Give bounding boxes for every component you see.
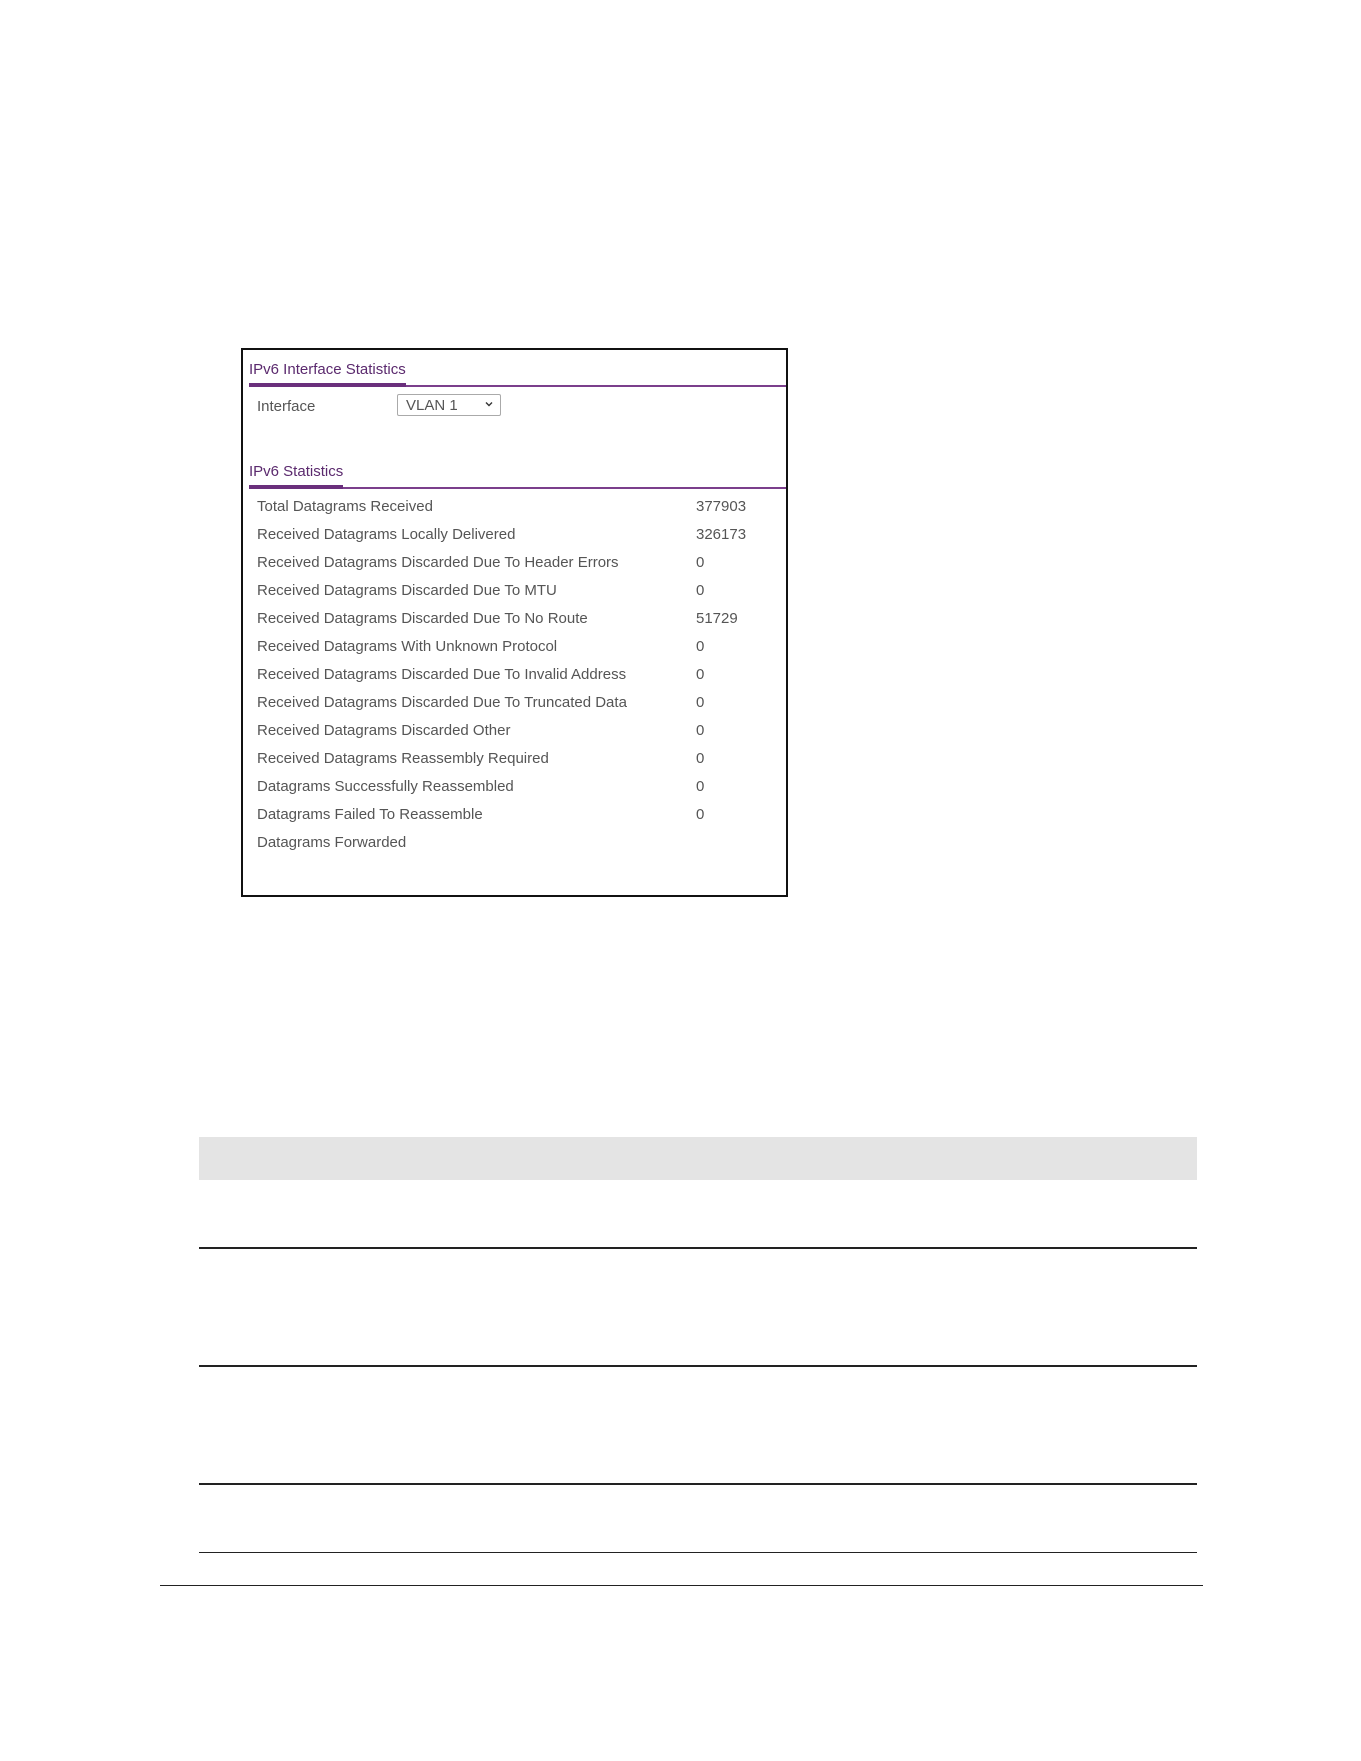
footer-divider: [160, 1585, 1203, 1586]
statistics-section-title: IPv6 Statistics: [249, 461, 343, 489]
stat-row: [257, 606, 777, 634]
stat-label: Received Datagrams Discarded Due To Truncated Data: [257, 694, 627, 711]
stat-value: 377903: [696, 498, 747, 515]
stat-label: Received Datagrams Discarded Due To Invalid Address: [257, 666, 627, 683]
stat-row: [257, 522, 777, 550]
stat-label: Received Datagrams Locally Delivered: [257, 526, 516, 543]
stat-row: [257, 550, 777, 578]
stat-row: [257, 802, 777, 830]
stat-row: [257, 718, 777, 746]
table-header: [199, 1137, 1197, 1180]
stat-label: Received Datagrams With Unknown Protocol: [257, 638, 558, 655]
stat-row: [257, 690, 777, 718]
interface-label: Interface: [257, 398, 316, 415]
stat-label: Datagrams Successfully Reassembled: [257, 778, 514, 795]
stat-row: [257, 494, 777, 522]
stat-label: Received Datagrams Reassembly Required: [257, 750, 549, 767]
stat-label: Received Datagrams Discarded Due To MTU: [257, 582, 557, 599]
field-description-table: [199, 1137, 1197, 1553]
table-row: [199, 1180, 1197, 1249]
stat-value: 51729: [696, 610, 738, 627]
table-row: [199, 1367, 1197, 1485]
stat-row: [257, 662, 777, 690]
stat-value: 0: [696, 554, 705, 571]
table-row: [199, 1249, 1197, 1367]
stat-value: 0: [696, 778, 705, 795]
interface-select-value: VLAN 1: [406, 397, 458, 414]
stat-label: Datagrams Forwarded: [257, 834, 407, 851]
ipv6-interface-statistics-panel: [241, 348, 788, 897]
stat-label: Received Datagrams Discarded Other: [257, 722, 511, 739]
stat-label: Received Datagrams Discarded Due To Header Errors: [257, 554, 619, 571]
stat-row: [257, 578, 777, 606]
interface-section-title: IPv6 Interface Statistics: [249, 359, 406, 387]
stat-value: 0: [696, 750, 705, 767]
stat-label: Datagrams Failed To Reassemble: [257, 806, 483, 823]
stat-value: 0: [696, 694, 705, 711]
stat-value: 0: [696, 722, 705, 739]
stat-value: 0: [696, 582, 705, 599]
interface-field-row: [257, 394, 757, 420]
interface-select[interactable]: [397, 394, 501, 416]
interface-section-header: [249, 353, 786, 387]
stat-label: Total Datagrams Received: [257, 498, 433, 515]
stat-row: [257, 830, 777, 858]
table-row: [199, 1485, 1197, 1553]
stat-row: [257, 634, 777, 662]
stat-row: [257, 746, 777, 774]
chevron-down-icon: [484, 399, 494, 409]
stat-label: Received Datagrams Discarded Due To No Route: [257, 610, 588, 627]
stat-value: 0: [696, 806, 705, 823]
stat-value: 0: [696, 666, 705, 683]
stat-value: 326173: [696, 526, 747, 543]
stat-row: [257, 774, 777, 802]
stat-value: 0: [696, 638, 705, 655]
statistics-list: [257, 494, 777, 858]
statistics-section-header: [249, 455, 786, 489]
